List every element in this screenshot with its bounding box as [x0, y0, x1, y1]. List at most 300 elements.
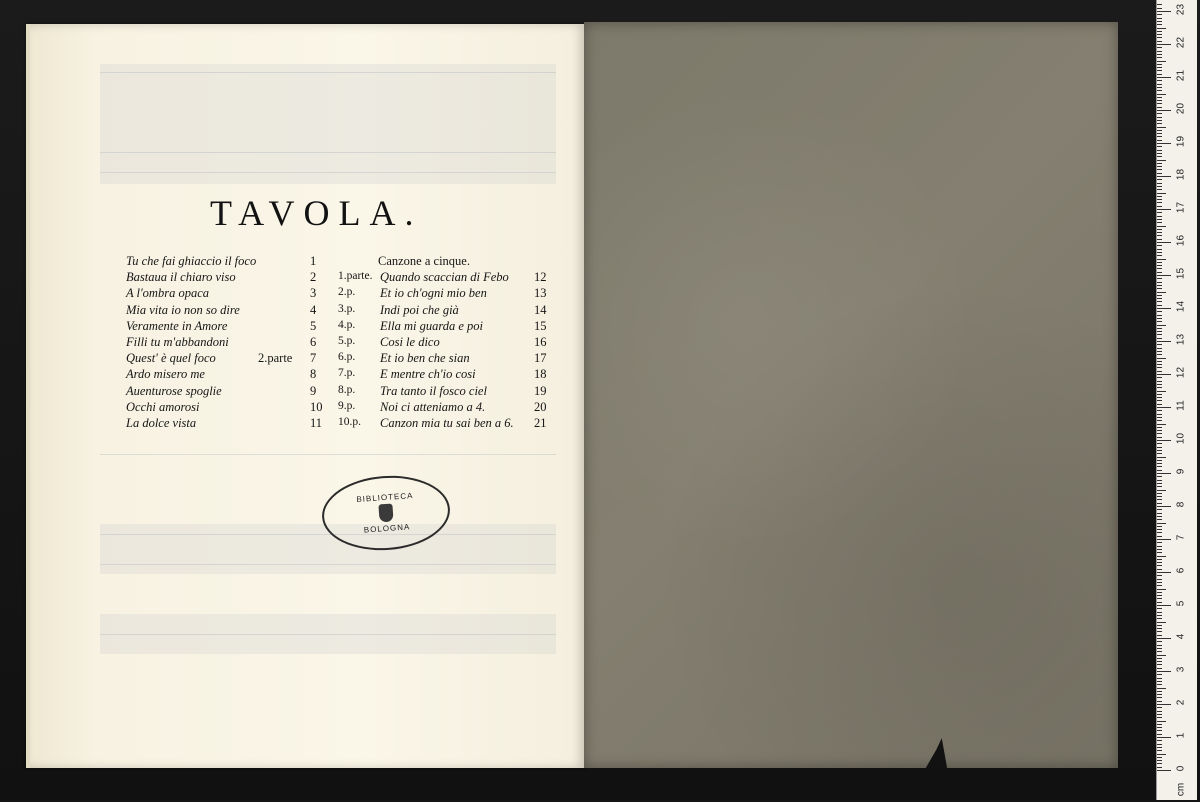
- ruler-tick: [1157, 433, 1162, 434]
- entry-title: Veramente in Amore: [126, 318, 228, 333]
- ruler-tick: [1157, 549, 1162, 550]
- ruler-tick: [1157, 295, 1162, 296]
- ruler-label: 20: [1175, 102, 1187, 115]
- ruler-tick: [1157, 516, 1162, 517]
- ruler-tick: [1157, 377, 1162, 378]
- measuring-ruler: [1156, 0, 1197, 800]
- ruler-tick: [1157, 404, 1162, 405]
- entry-title: Ella mi guarda e poi: [380, 318, 484, 333]
- ruler-tick: [1157, 592, 1162, 593]
- index-entry: [126, 303, 346, 319]
- entry-page: 6: [310, 334, 317, 349]
- ruler-tick: [1157, 671, 1171, 672]
- ruler-label: 10: [1175, 432, 1187, 445]
- ruler-tick: [1157, 100, 1162, 101]
- ruler-tick: [1157, 499, 1162, 500]
- ruler-tick: [1157, 315, 1162, 316]
- entry-page: 15: [534, 318, 547, 333]
- ruler-tick: [1157, 605, 1171, 606]
- ruler-tick: [1157, 318, 1162, 319]
- ruler-label: 0: [1175, 765, 1187, 772]
- ruler-tick: [1157, 166, 1162, 167]
- index-entry: [338, 351, 580, 367]
- ruler-tick: [1157, 556, 1166, 557]
- index-entry: [126, 319, 346, 335]
- ruler-label: 15: [1175, 267, 1187, 280]
- ruler-label: 9: [1175, 468, 1187, 475]
- ruler-tick: [1157, 305, 1162, 306]
- entry-page: 5: [310, 318, 317, 333]
- entry-title: Canzon mia tu sai ben a 6.: [380, 415, 514, 430]
- ruler-tick: [1157, 54, 1162, 55]
- entry-title: Quest' è quel foco: [126, 351, 216, 366]
- ruler-tick: [1157, 727, 1162, 728]
- ruler-tick: [1157, 612, 1162, 613]
- ruler-tick: [1157, 169, 1162, 170]
- ruler-tick: [1157, 24, 1162, 25]
- ruler-tick: [1157, 483, 1162, 484]
- ruler-tick: [1157, 417, 1162, 418]
- ruler-tick: [1157, 150, 1162, 151]
- index-entry: [126, 254, 346, 270]
- ruler-tick: [1157, 61, 1166, 62]
- ruler-tick: [1157, 598, 1162, 599]
- section-header: Canzone a cinque.: [378, 254, 470, 268]
- ruler-tick: [1157, 628, 1162, 629]
- ruler-tick: [1157, 120, 1162, 121]
- entry-page: 8: [310, 367, 317, 382]
- entry-title: Filli tu m'abbandoni: [126, 334, 229, 349]
- ruler-tick: [1157, 691, 1162, 692]
- entry-page: 14: [534, 302, 547, 317]
- entry-page: 19: [534, 383, 547, 398]
- entry-page: 13: [534, 286, 547, 301]
- index-entry: [126, 286, 346, 302]
- ruler-tick: [1157, 767, 1162, 768]
- ruler-tick: [1157, 242, 1171, 243]
- ruler-tick: [1157, 424, 1166, 425]
- ruler-label: 6: [1175, 567, 1187, 574]
- ruler-tick: [1157, 18, 1162, 19]
- entry-part: 2.p.: [338, 286, 356, 299]
- ruler-label: 4: [1175, 633, 1187, 640]
- ruler-tick: [1157, 440, 1171, 441]
- ruler-tick: [1157, 252, 1162, 253]
- ruler-tick: [1157, 615, 1162, 616]
- ruler-tick: [1157, 64, 1162, 65]
- index-left-column: [126, 254, 346, 432]
- ruler-tick: [1157, 143, 1171, 144]
- entry-part: 7.p.: [338, 367, 356, 380]
- ruler-tick: [1157, 298, 1162, 299]
- entry-part: 10.p.: [338, 415, 361, 428]
- ruler-tick: [1157, 760, 1162, 761]
- ruler-tick: [1157, 364, 1162, 365]
- ruler-tick: [1157, 457, 1166, 458]
- ruler-tick: [1157, 490, 1166, 491]
- ruler-tick: [1157, 559, 1162, 560]
- ruler-tick: [1157, 655, 1166, 656]
- entry-page: 10: [310, 399, 323, 414]
- ruler-tick: [1157, 513, 1162, 514]
- ruler-tick: [1157, 757, 1162, 758]
- ruler-tick: [1157, 334, 1162, 335]
- ruler-tick: [1157, 206, 1162, 207]
- ruler-tick: [1157, 688, 1166, 689]
- ruler-label: 14: [1175, 300, 1187, 313]
- ruler-tick: [1157, 156, 1162, 157]
- ruler-tick: [1157, 226, 1166, 227]
- ruler-tick: [1157, 694, 1162, 695]
- ruler-tick: [1157, 321, 1162, 322]
- ruler-tick: [1157, 57, 1162, 58]
- show-through-staff: [100, 64, 556, 184]
- ruler-tick: [1157, 740, 1162, 741]
- ruler-tick: [1157, 589, 1166, 590]
- ruler-tick: [1157, 387, 1162, 388]
- ruler-tick: [1157, 249, 1162, 250]
- entry-part: 1.parte.: [338, 270, 373, 283]
- ruler-tick: [1157, 579, 1162, 580]
- ruler-label: 21: [1175, 69, 1187, 82]
- entry-title: Quando scaccian di Febo: [380, 270, 509, 285]
- entry-part: 8.p.: [338, 383, 356, 396]
- ruler-tick: [1157, 80, 1162, 81]
- ruler-tick: [1157, 189, 1162, 190]
- ruler-tick: [1157, 602, 1162, 603]
- ruler-tick: [1157, 737, 1171, 738]
- ruler-tick: [1157, 582, 1162, 583]
- index-entry: [126, 270, 346, 286]
- ruler-tick: [1157, 476, 1162, 477]
- entry-title: Tu che fai ghiaccio il foco: [126, 254, 257, 268]
- ruler-tick: [1157, 532, 1162, 533]
- entry-page: 20: [534, 399, 547, 414]
- index-entry: [338, 319, 580, 335]
- index-entry: [338, 286, 580, 302]
- ruler-tick: [1157, 14, 1162, 15]
- ruler-tick: [1157, 430, 1162, 431]
- ruler-tick: [1157, 651, 1162, 652]
- ruler-label: 7: [1175, 534, 1187, 541]
- entry-page: 9: [310, 383, 317, 398]
- ruler-tick: [1157, 216, 1162, 217]
- entry-title: A l'ombra opaca: [126, 286, 209, 301]
- ruler-tick: [1157, 678, 1162, 679]
- ruler-tick: [1157, 648, 1162, 649]
- ruler-tick: [1157, 193, 1166, 194]
- entry-title: Et io ben che sian: [380, 351, 470, 366]
- ruler-tick: [1157, 70, 1162, 71]
- ruler-tick: [1157, 173, 1162, 174]
- ruler-label: 18: [1175, 168, 1187, 181]
- ruler-tick: [1157, 572, 1171, 573]
- ruler-tick: [1157, 394, 1162, 395]
- ruler-tick: [1157, 635, 1162, 636]
- ruler-tick: [1157, 714, 1162, 715]
- ruler-tick: [1157, 437, 1162, 438]
- grey-cover-board: [584, 22, 1118, 768]
- ruler-tick: [1157, 28, 1166, 29]
- ruler-tick: [1157, 84, 1162, 85]
- ruler-tick: [1157, 344, 1162, 345]
- ruler-tick: [1157, 31, 1162, 32]
- ruler-tick: [1157, 130, 1162, 131]
- ruler-tick: [1157, 391, 1166, 392]
- ruler-tick: [1157, 325, 1166, 326]
- ruler-tick: [1157, 133, 1162, 134]
- ruler-tick: [1157, 97, 1162, 98]
- ruler-tick: [1157, 37, 1162, 38]
- ruler-tick: [1157, 107, 1162, 108]
- ruler-label: 8: [1175, 501, 1187, 508]
- ruler-tick: [1157, 74, 1162, 75]
- ruler-tick: [1157, 176, 1171, 177]
- entry-title: Tra tanto il fosco ciel: [380, 383, 487, 398]
- index-entry: [338, 335, 580, 351]
- ruler-label: 16: [1175, 234, 1187, 247]
- ruler-tick: [1157, 486, 1162, 487]
- entry-title: Et io ch'ogni mio ben: [380, 286, 487, 301]
- ruler-tick: [1157, 160, 1166, 161]
- ruler-label: 17: [1175, 201, 1187, 214]
- ruler-tick: [1157, 219, 1162, 220]
- ruler-tick: [1157, 638, 1171, 639]
- ruler-tick: [1157, 272, 1162, 273]
- ruler-tick: [1157, 407, 1171, 408]
- entry-page: 1: [310, 254, 317, 268]
- entry-page: 3: [310, 286, 317, 301]
- ruler-label: 13: [1175, 333, 1187, 346]
- ruler-tick: [1157, 117, 1162, 118]
- ruler-tick: [1157, 232, 1162, 233]
- ruler-label: 12: [1175, 366, 1187, 379]
- entry-title: Mia vita io non so dire: [126, 302, 240, 317]
- index-entry: [126, 384, 346, 400]
- ruler-tick: [1157, 770, 1171, 771]
- entry-page: 17: [534, 351, 547, 366]
- ruler-tick: [1157, 509, 1162, 510]
- ruler-tick: [1157, 684, 1162, 685]
- ruler-tick: [1157, 77, 1171, 78]
- ruler-tick: [1157, 292, 1166, 293]
- ruler-tick: [1157, 420, 1162, 421]
- ruler-tick: [1157, 44, 1171, 45]
- ruler-tick: [1157, 245, 1162, 246]
- index-entry: [338, 416, 580, 432]
- ruler-tick: [1157, 361, 1162, 362]
- ruler-tick: [1157, 618, 1162, 619]
- entry-page: 2: [310, 270, 317, 285]
- entry-title: Noi ci atteniamo a 4.: [380, 399, 486, 414]
- ruler-tick: [1157, 519, 1162, 520]
- ruler-tick: [1157, 11, 1171, 12]
- ruler-tick: [1157, 331, 1162, 332]
- ruler-tick: [1157, 358, 1166, 359]
- ruler-tick: [1157, 367, 1162, 368]
- ruler-tick: [1157, 275, 1171, 276]
- stamp-text-bottom: BOLOGNA: [363, 522, 411, 535]
- ruler-tick: [1157, 595, 1162, 596]
- ruler-tick: [1157, 338, 1162, 339]
- ruler-tick: [1157, 288, 1162, 289]
- ruler-tick: [1157, 153, 1162, 154]
- ruler-tick: [1157, 717, 1162, 718]
- ruler-label: 2: [1175, 699, 1187, 706]
- ruler-tick: [1157, 90, 1162, 91]
- ruler-tick: [1157, 664, 1162, 665]
- ruler-tick: [1157, 47, 1162, 48]
- index-entry: [338, 303, 580, 319]
- ruler-tick: [1157, 268, 1162, 269]
- ruler-tick: [1157, 523, 1166, 524]
- ruler-tick: [1157, 763, 1162, 764]
- entry-page: 7: [310, 351, 317, 366]
- show-through-staff: [100, 614, 556, 654]
- ruler-tick: [1157, 202, 1162, 203]
- ruler-tick: [1157, 608, 1162, 609]
- entry-part: 6.p.: [338, 351, 356, 364]
- ruler-tick: [1157, 67, 1162, 68]
- index-entry: [126, 416, 346, 432]
- ruler-tick: [1157, 229, 1162, 230]
- ruler-tick: [1157, 21, 1162, 22]
- index-entry: [338, 270, 580, 286]
- entry-part: 4.p.: [338, 318, 356, 331]
- index-entry: [126, 335, 346, 351]
- ruler-tick: [1157, 711, 1162, 712]
- entry-title: Ardo misero me: [126, 367, 205, 382]
- crest-icon: [378, 504, 393, 523]
- ruler-tick: [1157, 453, 1162, 454]
- ruler-tick: [1157, 400, 1162, 401]
- ruler-tick: [1157, 565, 1162, 566]
- ruler-tick: [1157, 539, 1171, 540]
- ruler-unit-label: cm: [1175, 782, 1187, 797]
- show-through-line: [100, 454, 556, 455]
- entry-title: E mentre ch'io cosi: [380, 367, 476, 382]
- ruler-tick: [1157, 239, 1162, 240]
- entry-part: 5.p.: [338, 334, 356, 347]
- ruler-tick: [1157, 470, 1162, 471]
- ruler-tick: [1157, 645, 1162, 646]
- ruler-tick: [1157, 546, 1162, 547]
- ruler-tick: [1157, 493, 1162, 494]
- ruler-tick: [1157, 136, 1162, 137]
- ruler-tick: [1157, 351, 1162, 352]
- ruler-tick: [1157, 8, 1162, 9]
- ruler-tick: [1157, 140, 1162, 141]
- ruler-tick: [1157, 262, 1162, 263]
- ruler-tick: [1157, 526, 1162, 527]
- ruler-label: 1: [1175, 732, 1187, 739]
- ruler-tick: [1157, 658, 1162, 659]
- ruler-tick: [1157, 668, 1162, 669]
- ruler-tick: [1157, 311, 1162, 312]
- ruler-tick: [1157, 466, 1162, 467]
- ruler-tick: [1157, 569, 1162, 570]
- ruler-tick: [1157, 414, 1162, 415]
- index-entry: [126, 367, 346, 383]
- ruler-label: 22: [1175, 36, 1187, 49]
- ruler-tick: [1157, 681, 1162, 682]
- ruler-label: 3: [1175, 666, 1187, 673]
- ruler-tick: [1157, 562, 1162, 563]
- ruler-tick: [1157, 730, 1162, 731]
- entry-title: Cosi le dico: [380, 334, 440, 349]
- ruler-tick: [1157, 747, 1162, 748]
- ruler-tick: [1157, 255, 1162, 256]
- entry-part: 2.parte: [258, 351, 293, 366]
- ruler-tick: [1157, 460, 1162, 461]
- ruler-tick: [1157, 163, 1162, 164]
- ruler-tick: [1157, 110, 1171, 111]
- ruler-tick: [1157, 701, 1162, 702]
- ruler-tick: [1157, 443, 1162, 444]
- ruler-tick: [1157, 41, 1162, 42]
- ruler-tick: [1157, 381, 1162, 382]
- ruler-tick: [1157, 186, 1162, 187]
- index-entry: [126, 351, 346, 367]
- ruler-tick: [1157, 661, 1162, 662]
- ruler-tick: [1157, 235, 1162, 236]
- index-entry: [338, 400, 580, 416]
- ruler-tick: [1157, 506, 1171, 507]
- ruler-tick: [1157, 575, 1162, 576]
- ruler-tick: [1157, 552, 1162, 553]
- ruler-tick: [1157, 625, 1162, 626]
- ruler-tick: [1157, 674, 1162, 675]
- ruler-tick: [1157, 697, 1162, 698]
- ruler-tick: [1157, 123, 1162, 124]
- entry-title: La dolce vista: [126, 415, 197, 430]
- index-entry: [338, 367, 580, 383]
- index-entry: [338, 384, 580, 400]
- ruler-tick: [1157, 529, 1162, 530]
- ruler-tick: [1157, 750, 1162, 751]
- index-section-header-row: [338, 254, 580, 270]
- ruler-tick: [1157, 480, 1162, 481]
- ruler-tick: [1157, 374, 1171, 375]
- ruler-tick: [1157, 127, 1166, 128]
- ruler-tick: [1157, 282, 1162, 283]
- ruler-tick: [1157, 278, 1162, 279]
- ruler-tick: [1157, 473, 1171, 474]
- ruler-tick: [1157, 222, 1162, 223]
- book-page-left: [26, 24, 586, 768]
- ruler-tick: [1157, 754, 1166, 755]
- entry-page: 4: [310, 302, 317, 317]
- ruler-tick: [1157, 212, 1162, 213]
- entry-title: Occhi amorosi: [126, 399, 200, 414]
- entry-title: Indi poi che già: [380, 302, 459, 317]
- ruler-tick: [1157, 631, 1162, 632]
- ruler-tick: [1157, 328, 1162, 329]
- ruler-tick: [1157, 724, 1162, 725]
- ruler-tick: [1157, 536, 1162, 537]
- ruler-tick: [1157, 427, 1162, 428]
- ruler-tick: [1157, 341, 1171, 342]
- ruler-tick: [1157, 622, 1166, 623]
- ruler-tick: [1157, 354, 1162, 355]
- entry-part: 9.p.: [338, 399, 356, 412]
- ruler-tick: [1157, 503, 1162, 504]
- ruler-tick: [1157, 542, 1162, 543]
- entry-title: Bastaua il chiaro viso: [126, 270, 236, 285]
- index-title: TAVOLA.: [210, 193, 423, 233]
- ruler-tick: [1157, 410, 1162, 411]
- index-right-column: [338, 254, 580, 432]
